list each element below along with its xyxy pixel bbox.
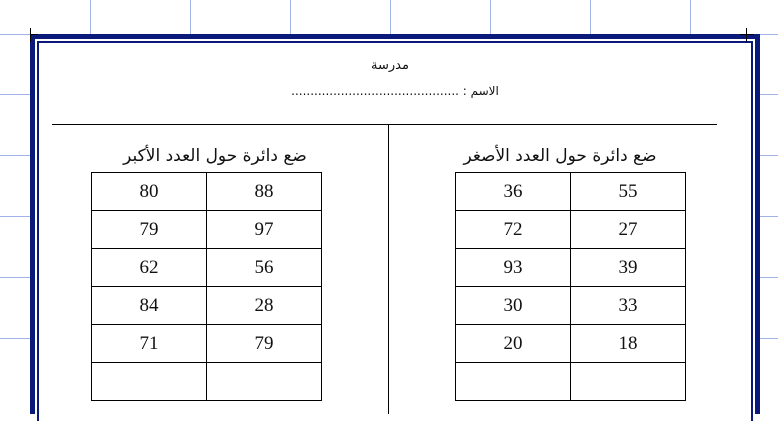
guide-tick: [760, 34, 778, 35]
table-row: [456, 211, 686, 249]
number-cell[interactable]: 80: [92, 173, 207, 211]
guide-tick: [0, 277, 30, 278]
guide-tick: [0, 34, 30, 35]
number-cell[interactable]: [456, 363, 571, 401]
guide-tick: [0, 155, 30, 156]
header-divider: [52, 124, 717, 125]
larger-number-heading: ضع دائرة حول العدد الأكبر: [123, 146, 307, 166]
section-divider: [388, 124, 389, 414]
table-row: [92, 173, 322, 211]
number-cell[interactable]: 97: [207, 211, 322, 249]
school-label: مدرسة: [371, 58, 409, 73]
table-row: [456, 363, 686, 401]
number-cell[interactable]: 20: [456, 325, 571, 363]
table-row: [456, 325, 686, 363]
number-cell[interactable]: 62: [92, 249, 207, 287]
number-cell[interactable]: 88: [207, 173, 322, 211]
number-cell[interactable]: 84: [92, 287, 207, 325]
corner-mark-top-right: [740, 28, 754, 42]
table-row: [92, 325, 322, 363]
guide-tick: [760, 94, 778, 95]
table-row: [92, 249, 322, 287]
table-row: [456, 173, 686, 211]
table-row: [92, 363, 322, 401]
number-cell[interactable]: 33: [571, 287, 686, 325]
number-cell[interactable]: 36: [456, 173, 571, 211]
table-row: [92, 211, 322, 249]
smaller-number-table: [455, 172, 686, 401]
guide-tick: [390, 0, 391, 34]
number-cell[interactable]: [571, 363, 686, 401]
number-cell[interactable]: 55: [571, 173, 686, 211]
number-cell[interactable]: 27: [571, 211, 686, 249]
guide-tick: [490, 0, 491, 34]
guide-tick: [290, 0, 291, 34]
guide-tick: [90, 0, 91, 34]
number-cell[interactable]: 28: [207, 287, 322, 325]
guide-tick: [760, 338, 778, 339]
number-cell[interactable]: 79: [207, 325, 322, 363]
number-cell[interactable]: 79: [92, 211, 207, 249]
number-cell[interactable]: 71: [92, 325, 207, 363]
corner-mark-top-left: [24, 28, 38, 42]
guide-tick: [760, 216, 778, 217]
number-cell[interactable]: 72: [456, 211, 571, 249]
student-name-line: الاسم : ............................................: [291, 84, 499, 98]
larger-number-table: [91, 172, 322, 401]
guide-tick: [0, 216, 30, 217]
number-cell[interactable]: 93: [456, 249, 571, 287]
smaller-number-heading: ضع دائرة حول العدد الأصغر: [463, 146, 657, 166]
guide-tick: [590, 0, 591, 34]
number-cell[interactable]: 18: [571, 325, 686, 363]
number-cell[interactable]: 39: [571, 249, 686, 287]
guide-tick: [760, 155, 778, 156]
guide-tick: [690, 0, 691, 34]
table-row: [456, 249, 686, 287]
guide-tick: [0, 338, 30, 339]
table-row: [456, 287, 686, 325]
guide-tick: [760, 277, 778, 278]
table-row: [92, 287, 322, 325]
number-cell[interactable]: [92, 363, 207, 401]
number-cell[interactable]: [207, 363, 322, 401]
number-cell[interactable]: 30: [456, 287, 571, 325]
guide-tick: [190, 0, 191, 34]
number-cell[interactable]: 56: [207, 249, 322, 287]
guide-tick: [0, 94, 30, 95]
